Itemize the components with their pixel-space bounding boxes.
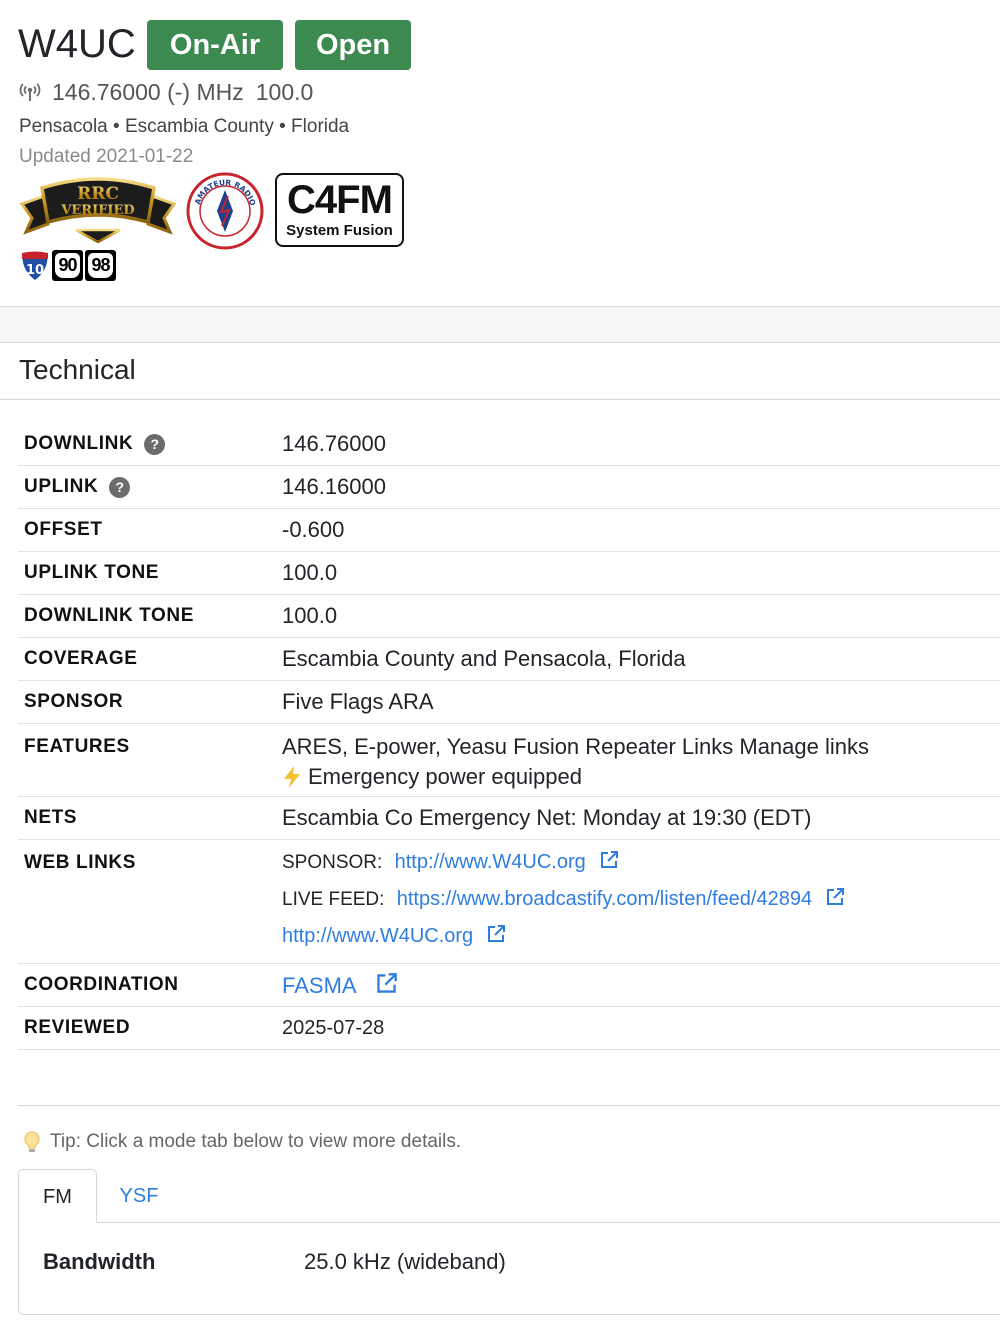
on-air-badge: On-Air — [147, 20, 283, 70]
uplink-value: 146.16000 — [282, 474, 386, 499]
downlink-label: DOWNLINK — [24, 432, 134, 454]
features-value — [282, 734, 1000, 796]
svg-text:RRC: RRC — [77, 184, 119, 204]
highway-shields — [20, 250, 116, 282]
tab-fm[interactable]: FM — [18, 1169, 97, 1223]
tone-value: 100.0 — [255, 78, 314, 105]
tab-ysf[interactable]: YSF — [119, 1185, 159, 1207]
fm-tab-panel — [18, 1222, 1000, 1315]
sponsor-value: Five Flags ARA — [282, 689, 434, 714]
downlink-tone-label: DOWNLINK TONE — [24, 605, 194, 626]
external-link-icon[interactable] — [599, 850, 619, 870]
bandwidth-label: Bandwidth — [43, 1249, 156, 1274]
web-links-label: WEB LINKS — [24, 852, 137, 873]
us-98-number: 98 — [88, 253, 113, 278]
external-link-icon[interactable] — [825, 887, 845, 907]
web-link-prefix: SPONSOR: — [282, 852, 383, 873]
web-links-value — [282, 844, 1000, 963]
live-feed-link[interactable]: https://www.broadcastify.com/listen/feed/42894 — [396, 888, 813, 910]
table-row-coordination — [18, 964, 1000, 1007]
nets-label: NETS — [24, 807, 78, 828]
open-badge: Open — [295, 20, 411, 70]
radio-tower-icon — [18, 80, 42, 104]
ares-logo — [186, 172, 264, 250]
mode-tip — [22, 1130, 461, 1154]
repeater-header — [0, 0, 1000, 307]
tip-text: Tip: Click a mode tab below to view more details. — [50, 1131, 462, 1152]
lightbulb-icon — [22, 1130, 42, 1154]
sponsor-label: SPONSOR — [24, 691, 124, 712]
location-line: Pensacola • Escambia County • Florida — [19, 116, 350, 137]
interstate-10-number: 10 — [25, 263, 45, 278]
table-row-reviewed — [18, 1007, 1000, 1050]
section-spacer — [0, 307, 1000, 343]
features-label: FEATURES — [24, 736, 130, 757]
nets-value: Escambia Co Emergency Net: Monday at 19:30 (EDT) — [282, 805, 812, 830]
technical-heading: Technical — [19, 354, 136, 385]
coverage-value: Escambia County and Pensacola, Florida — [282, 646, 686, 671]
offset-label: OFFSET — [24, 519, 103, 540]
us-98-shield — [85, 250, 116, 281]
web-link-sponsor — [282, 844, 1000, 881]
c4fm-logo — [275, 173, 404, 247]
us-90-shield — [52, 250, 83, 281]
svg-text:AMATEUR RADIO: AMATEUR RADIO — [192, 177, 258, 207]
coordination-value — [282, 972, 1000, 999]
tip-divider — [18, 1105, 1000, 1106]
table-row-uplink — [18, 466, 1000, 509]
external-link-icon[interactable] — [486, 924, 506, 944]
coverage-label: COVERAGE — [24, 648, 138, 669]
interstate-10-icon — [20, 250, 50, 282]
homepage-link[interactable]: http://www.W4UC.org — [282, 925, 474, 947]
help-icon[interactable]: ? — [144, 434, 165, 455]
uplink-label: UPLINK — [24, 476, 99, 497]
web-link-homepage — [282, 918, 1000, 955]
table-row-sponsor — [18, 681, 1000, 724]
c4fm-logo-subtitle: System Fusion — [286, 222, 393, 239]
c4fm-logo-title: C4FM — [287, 178, 392, 222]
frequency-value: 146.76000 (-) MHz — [52, 78, 244, 105]
external-link-icon[interactable] — [375, 972, 398, 995]
callsign-title: W4UC — [18, 22, 136, 66]
features-list: ARES, E-power, Yeasu Fusion Repeater Links Manage links — [282, 734, 869, 759]
table-row-offset — [18, 509, 1000, 552]
sponsor-link[interactable]: http://www.W4UC.org — [394, 851, 586, 873]
technical-divider — [0, 399, 1000, 400]
help-icon[interactable]: ? — [109, 477, 130, 498]
coordination-label: COORDINATION — [24, 974, 179, 995]
web-link-prefix: LIVE FEED: — [282, 889, 385, 910]
fasma-link[interactable]: FASMA — [282, 972, 356, 998]
updated-date: Updated 2021-01-22 — [19, 146, 194, 167]
reviewed-label: REVIEWED — [24, 1017, 131, 1038]
table-row-uplink-tone — [18, 552, 1000, 595]
table-row-downlink-tone — [18, 595, 1000, 638]
mode-tabs — [18, 1169, 1000, 1315]
offset-value: -0.600 — [282, 517, 345, 542]
table-row-nets — [18, 797, 1000, 840]
table-row-web-links — [18, 840, 1000, 964]
emergency-power-text: Emergency power equipped — [308, 764, 582, 789]
lightning-icon — [282, 766, 302, 788]
table-row-features — [18, 724, 1000, 797]
technical-table — [18, 422, 1000, 1050]
uplink-tone-label: UPLINK TONE — [24, 562, 160, 583]
web-link-live-feed — [282, 881, 1000, 918]
table-row-coverage — [18, 638, 1000, 681]
downlink-tone-value: 100.0 — [282, 603, 338, 628]
reviewed-value: 2025-07-28 — [282, 1016, 385, 1039]
table-row-downlink — [18, 422, 1000, 466]
bandwidth-value: 25.0 kHz (wideband) — [304, 1249, 506, 1274]
us-90-number: 90 — [55, 253, 80, 278]
uplink-tone-value: 100.0 — [282, 560, 338, 585]
emergency-power-note — [282, 760, 1000, 794]
rrc-verified-logo — [18, 174, 178, 246]
downlink-value: 146.76000 — [282, 430, 386, 456]
frequency-line — [18, 78, 313, 106]
svg-text:VERIFIED: VERIFIED — [61, 203, 135, 218]
